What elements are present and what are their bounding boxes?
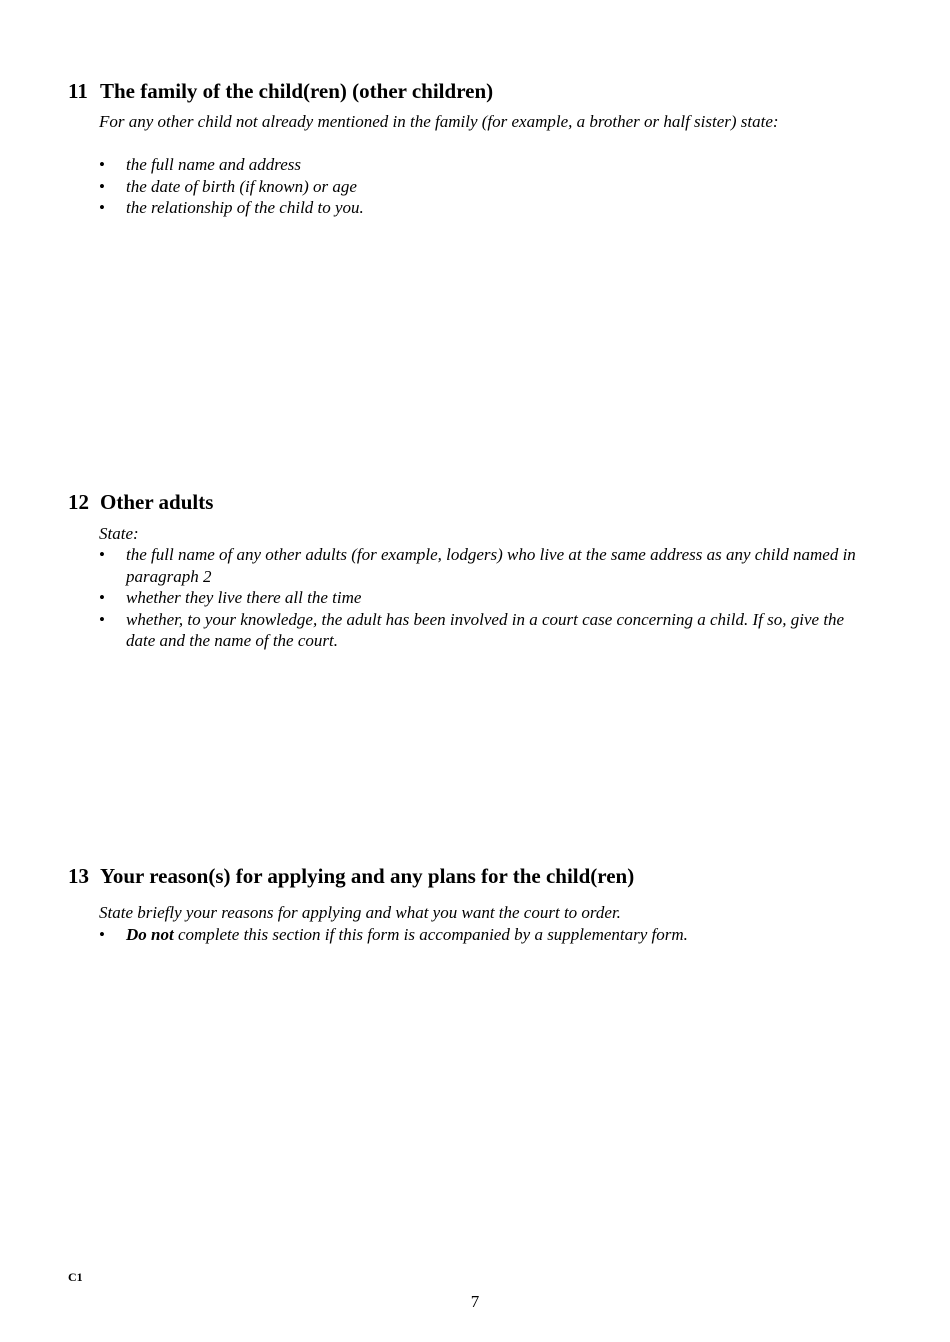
page-number: 7 [470,1292,480,1311]
section-13-heading [68,863,634,889]
bullet-icon: • [99,198,105,217]
section-12-bullet-list [99,544,859,652]
section-13-intro: State briefly your reasons for applying and what you want the court to order. [99,903,621,922]
section-number: 13 [68,864,89,888]
emphasis-text: Do not [126,925,174,944]
list-item: • the relationship of the child to you. [99,198,364,217]
section-title: Other adults [100,490,214,514]
list-item: • Do not complete this section if this form is accompanied by a supplementary form. [99,925,688,944]
bullet-icon: • [99,609,105,629]
bullet-icon: • [99,588,105,607]
section-12-heading [68,489,213,515]
section-11-heading [68,78,493,104]
section-12-intro: State: [99,524,139,543]
section-11-intro: For any other child not already mentioned in the family (for example, a brother or half sister) state: [99,112,779,131]
form-code: C1 [68,1270,83,1284]
list-item: • the date of birth (if known) or age [99,176,357,196]
list-item: • the full name of any other adults (for example, lodgers) who live at the same address as any child named in paragraph 2 [99,545,856,586]
section-11-bullet-list [99,154,859,219]
section-number: 12 [68,490,89,514]
section-13-bullet-list [99,924,859,946]
section-title: Your reason(s) for applying and any plans for the child(ren) [100,864,635,888]
section-number: 11 [68,79,88,103]
bullet-icon: • [99,545,105,564]
bullet-icon: • [99,155,105,174]
list-item: • the full name and address [99,155,302,174]
section-title: The family of the child(ren) (other children) [100,79,494,103]
list-item: • whether they live there all the time [99,588,362,607]
bullet-icon: • [99,176,105,196]
list-item: • whether, to your knowledge, the adult has been involved in a court case concerning a child. If so, give the date and the name of the court. [99,609,845,650]
bullet-icon: • [99,925,105,944]
